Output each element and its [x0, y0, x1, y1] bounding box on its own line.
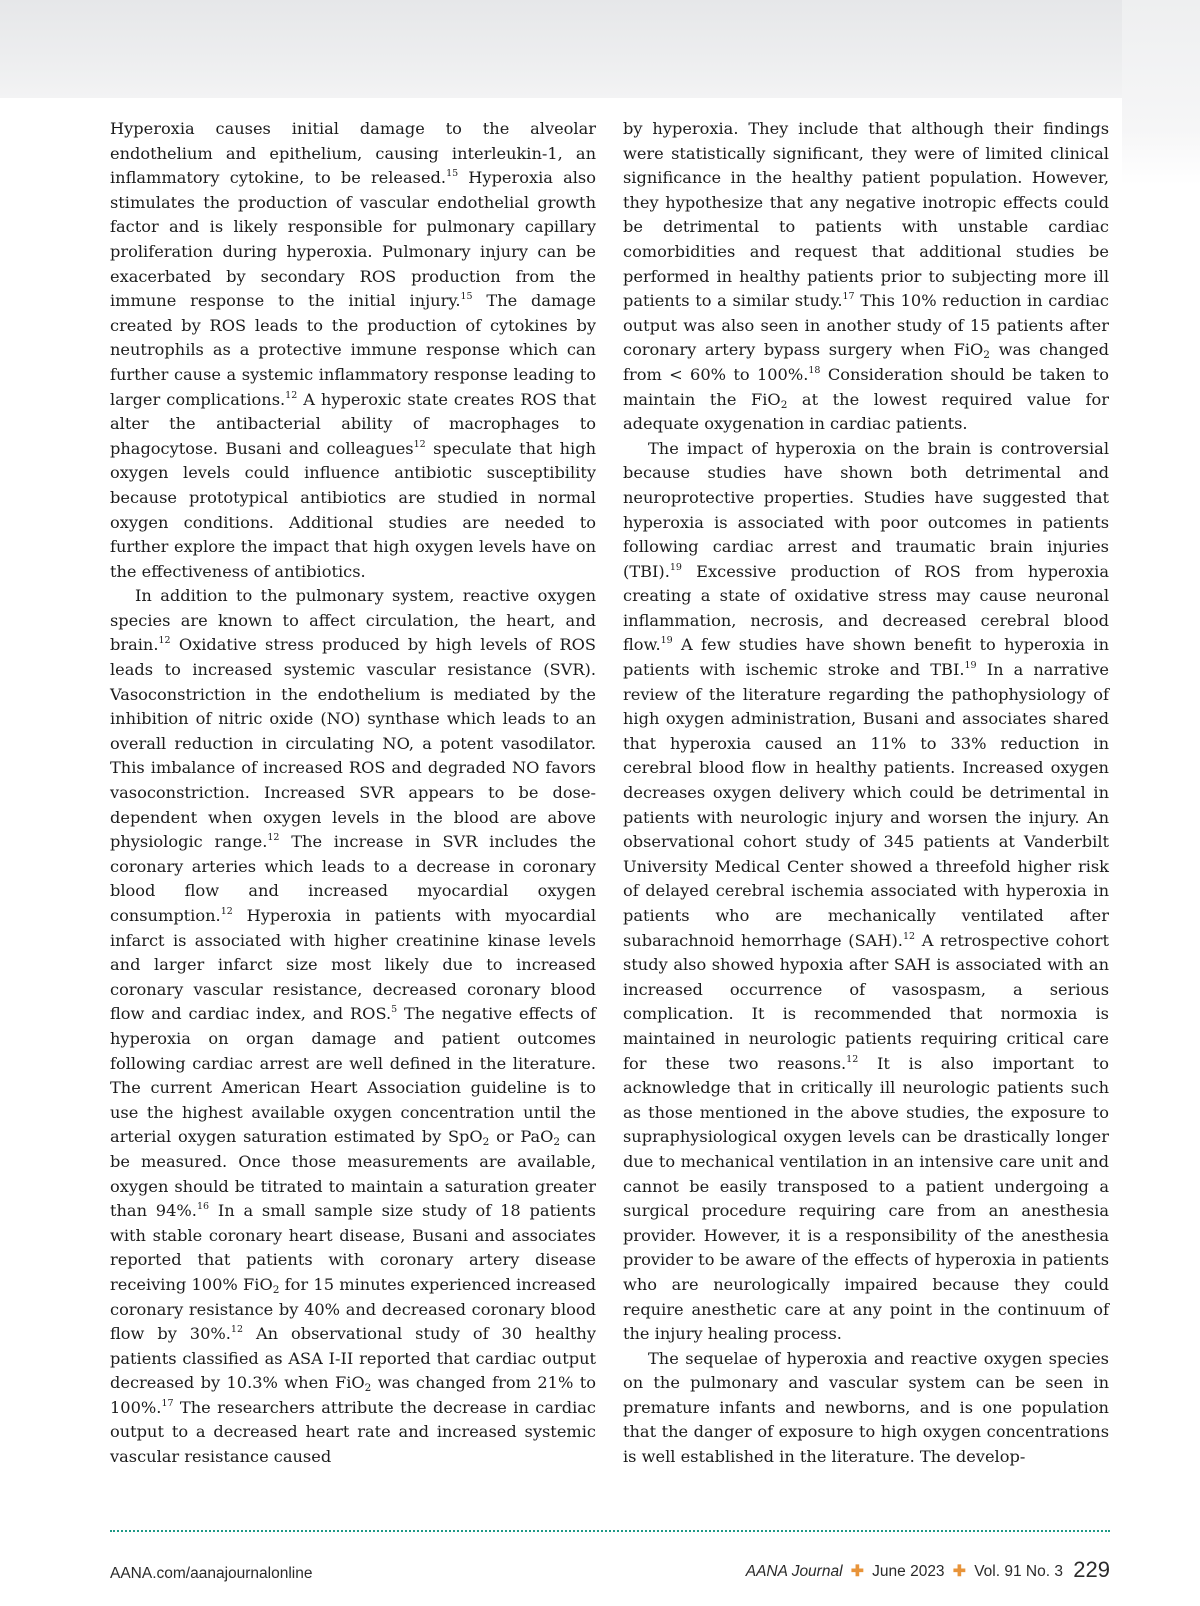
text-run: This 10% reduction in cardiac output was also seen in another study of 15 patients after coronary artery bypass surgery when FiO [623, 291, 1109, 360]
citation: 12 [220, 906, 233, 917]
paragraph [110, 584, 596, 1469]
text-run: by hyperoxia. They include that although their findings were statistically significant, they were of limited clinical significance in the healthy patient population. However, they hypothesize that any negative inotropic effects could be detrimental to patients with unstable cardiac comorbidities and request that additional studies be performed in healthy patients prior to subjecting more ill patients to a similar study. [623, 119, 1109, 311]
subscript: 2 [780, 398, 788, 411]
text-run: In a narrative review of the literature regarding the pathophysiology of high oxygen administration, Busani and associates shared that hyperoxia caused an 11% to 33% reduction in cerebral blood flow in healthy patients. Increased oxygen decreases oxygen delivery which could be detrimental in patients with neurologic injury and worsen the injury. An observational cohort study of 345 patients at Vanderbilt University Medical Center showed a threefold higher risk of delayed cerebral ischemia associated with hyperoxia in patients who are mechanically ventilated after subarachnoid hemorrhage (SAH). [623, 660, 1109, 950]
text-run: can be measured. Once those measurements are available, oxygen should be titrated to maintain a saturation greater than 94%. [110, 1127, 596, 1221]
citation: 18 [808, 364, 821, 376]
journal-name: AANA Journal [745, 1563, 843, 1580]
text-run: Excessive production of ROS from hyperoxia creating a state of oxidative stress may cause neuronal inflammation, necrosis, and decreased cerebral blood flow. [623, 561, 1109, 655]
citation: 17 [842, 291, 855, 303]
issue-number: No. 3 [1025, 1563, 1063, 1580]
text-run: A hyperoxic state creates ROS that alter the antibacterial ability of macrophages to phagocytose. Busani and colleagues [110, 389, 597, 458]
text-run: The researchers attribute the decrease in cardiac output to a decreased heart rate and increased systemic vascular resistance caused [110, 1397, 596, 1467]
volume: Vol. 91 [974, 1563, 1022, 1580]
text-run: In a small sample size study of 18 patients with stable coronary heart disease, Busani and associates reported that patients with coronary artery disease receiving 100% FiO [110, 1201, 596, 1294]
citation: 12 [285, 389, 298, 401]
text-run: A retrospective cohort study also showed hypoxia after SAH is associated with an increased occurrence of vasospasm, a serious complication. It is recommended that normoxia is maintained in neurologic patients requiring critical care for these two reasons. [623, 930, 1109, 1073]
citation: 15 [446, 168, 459, 180]
citation: 5 [391, 1004, 398, 1016]
text-run: The damage created by ROS leads to the production of cytokines by neutrophils as a protective immune response which can further cause a systemic inflammatory response leading to larger complications. [110, 291, 596, 409]
text-run: for 15 minutes experienced increased coronary resistance by 40% and decreased coronary blood flow by 30%. [110, 1274, 596, 1344]
citation: 12 [413, 438, 426, 450]
text-run: An observational study of 30 healthy patients classified as ASA I-II reported that cardiac output decreased by 10.3% when FiO [110, 1324, 596, 1393]
page-number: 229 [1073, 1557, 1110, 1582]
text-run: A few studies have shown benefit to hyperoxia in patients with ischemic stroke and TBI. [623, 635, 1109, 680]
issue-date: June 2023 [872, 1563, 945, 1580]
page-margin-band [1122, 0, 1200, 185]
text-run: Consideration should be taken to maintain the FiO [623, 364, 1109, 409]
text-run: In addition to the pulmonary system, reactive oxygen species are known to affect circulation, the heart, and brain. [110, 586, 596, 655]
text-run: was changed from 21% to 100%. [110, 1373, 596, 1417]
text-run: was changed from < 60% to 100%. [623, 340, 1109, 384]
footer-divider [110, 1530, 1110, 1532]
page-header-band [0, 0, 1200, 98]
citation: 12 [902, 930, 916, 942]
subscript: 2 [983, 349, 990, 362]
subscript: 2 [272, 1283, 280, 1296]
text-run: at the lowest required value for adequate oxygenation in cardiac patients. [623, 389, 1109, 434]
citation: 19 [669, 561, 682, 573]
subscript: 2 [553, 1136, 561, 1149]
right-column [623, 117, 1109, 1470]
paragraph [623, 1347, 1109, 1470]
text-run: The sequelae of hyperoxia and reactive oxygen species on the pulmonary and vascular system can be seen in premature infants and newborns, and is one population that the danger of exposure to high oxygen concentrations is well established in the literature. The develop- [623, 1348, 1109, 1467]
text-run: It is also important to acknowledge that in critically ill neurologic patients such as those mentioned in the above studies, the exposure to supraphysiological oxygen levels can be drastically longer due to mechanical ventilation in an intensive care unit and cannot be easily transposed to a patient undergoing a surgical procedure requiring care from an anesthesia provider. However, it is a responsibility of the anesthesia provider to be aware of the effects of hyperoxia in patients who are neurologically impaired because they could require anesthetic care at any point in the continuum of the injury healing process. [623, 1053, 1109, 1344]
plus-separator-icon: ✚ [850, 1563, 864, 1580]
left-column [110, 117, 596, 1470]
citation: 12 [230, 1324, 244, 1336]
citation: 15 [460, 291, 473, 303]
text-run: The negative effects of hyperoxia on organ damage and patient outcomes following cardiac arrest are well defined in the literature. The current American Heart Association guideline is to use the highest available oxygen concentration until the arterial oxygen saturation estimated by SpO [110, 1004, 596, 1147]
text-run: The increase in SVR includes the coronary arteries which leads to a decrease in coronary blood flow and increased myocardial oxygen consumption. [110, 832, 596, 925]
paragraph [623, 437, 1109, 1347]
text-run: speculate that high oxygen levels could influence antibiotic susceptibility because prototypical antibiotics are studied in normal oxygen conditions. Additional studies are needed to further explore the impact that high oxygen levels have on the effectiveness of antibiotics. [110, 438, 596, 581]
citation: 12 [158, 635, 171, 647]
text-run: The impact of hyperoxia on the brain is controversial because studies have shown both detrimental and neuroprotective properties. Studies have suggested that hyperoxia is associated with poor outcomes in patients following cardiac arrest and traumatic brain injuries (TBI). [623, 438, 1109, 581]
paragraph [110, 117, 596, 584]
plus-separator-icon: ✚ [952, 1563, 966, 1580]
citation: 19 [964, 660, 977, 672]
citation: 19 [660, 635, 673, 647]
text-run: Oxidative stress produced by high levels of ROS leads to increased systemic vascular resistance (SVR). Vasoconstriction in the endothelium is mediated by the inhibition of nitric oxide (NO) synthase which leads to an overall reduction in circulating NO, a potent vasodilator. This imbalance of increased ROS and degraded NO favors vasoconstriction. Increased SVR appears to be dose-dependent when oxygen levels in the blood are above physiologic range. [110, 635, 596, 852]
text-run: Hyperoxia in patients with myocardial infarct is associated with higher creatinine kinase levels and larger infarct size most likely due to increased coronary vascular resistance, decreased coronary blood flow and cardiac index, and ROS. [110, 906, 596, 1024]
citation: 12 [846, 1053, 859, 1065]
footer-citation [746, 1557, 1110, 1583]
citation: 12 [267, 832, 280, 844]
subscript: 2 [482, 1136, 490, 1149]
citation: 17 [161, 1397, 174, 1409]
citation: 16 [196, 1201, 210, 1213]
text-run: Hyperoxia causes initial damage to the alveolar endothelium and epithelium, causing interleukin-1, an inflammatory cytokine, to be released. [110, 119, 596, 188]
subscript: 2 [364, 1382, 372, 1395]
text-run: Hyperoxia also stimulates the production of vascular endothelial growth factor and is likely responsible for pulmonary capillary proliferation during hyperoxia. Pulmonary injury can be exacerbated by secondary ROS production from the immune response to the initial injury. [110, 168, 596, 311]
footer-website-link[interactable]: AANA.com/aanajournalonline [110, 1565, 313, 1582]
text-run: or PaO [489, 1127, 554, 1147]
paragraph [623, 117, 1109, 437]
